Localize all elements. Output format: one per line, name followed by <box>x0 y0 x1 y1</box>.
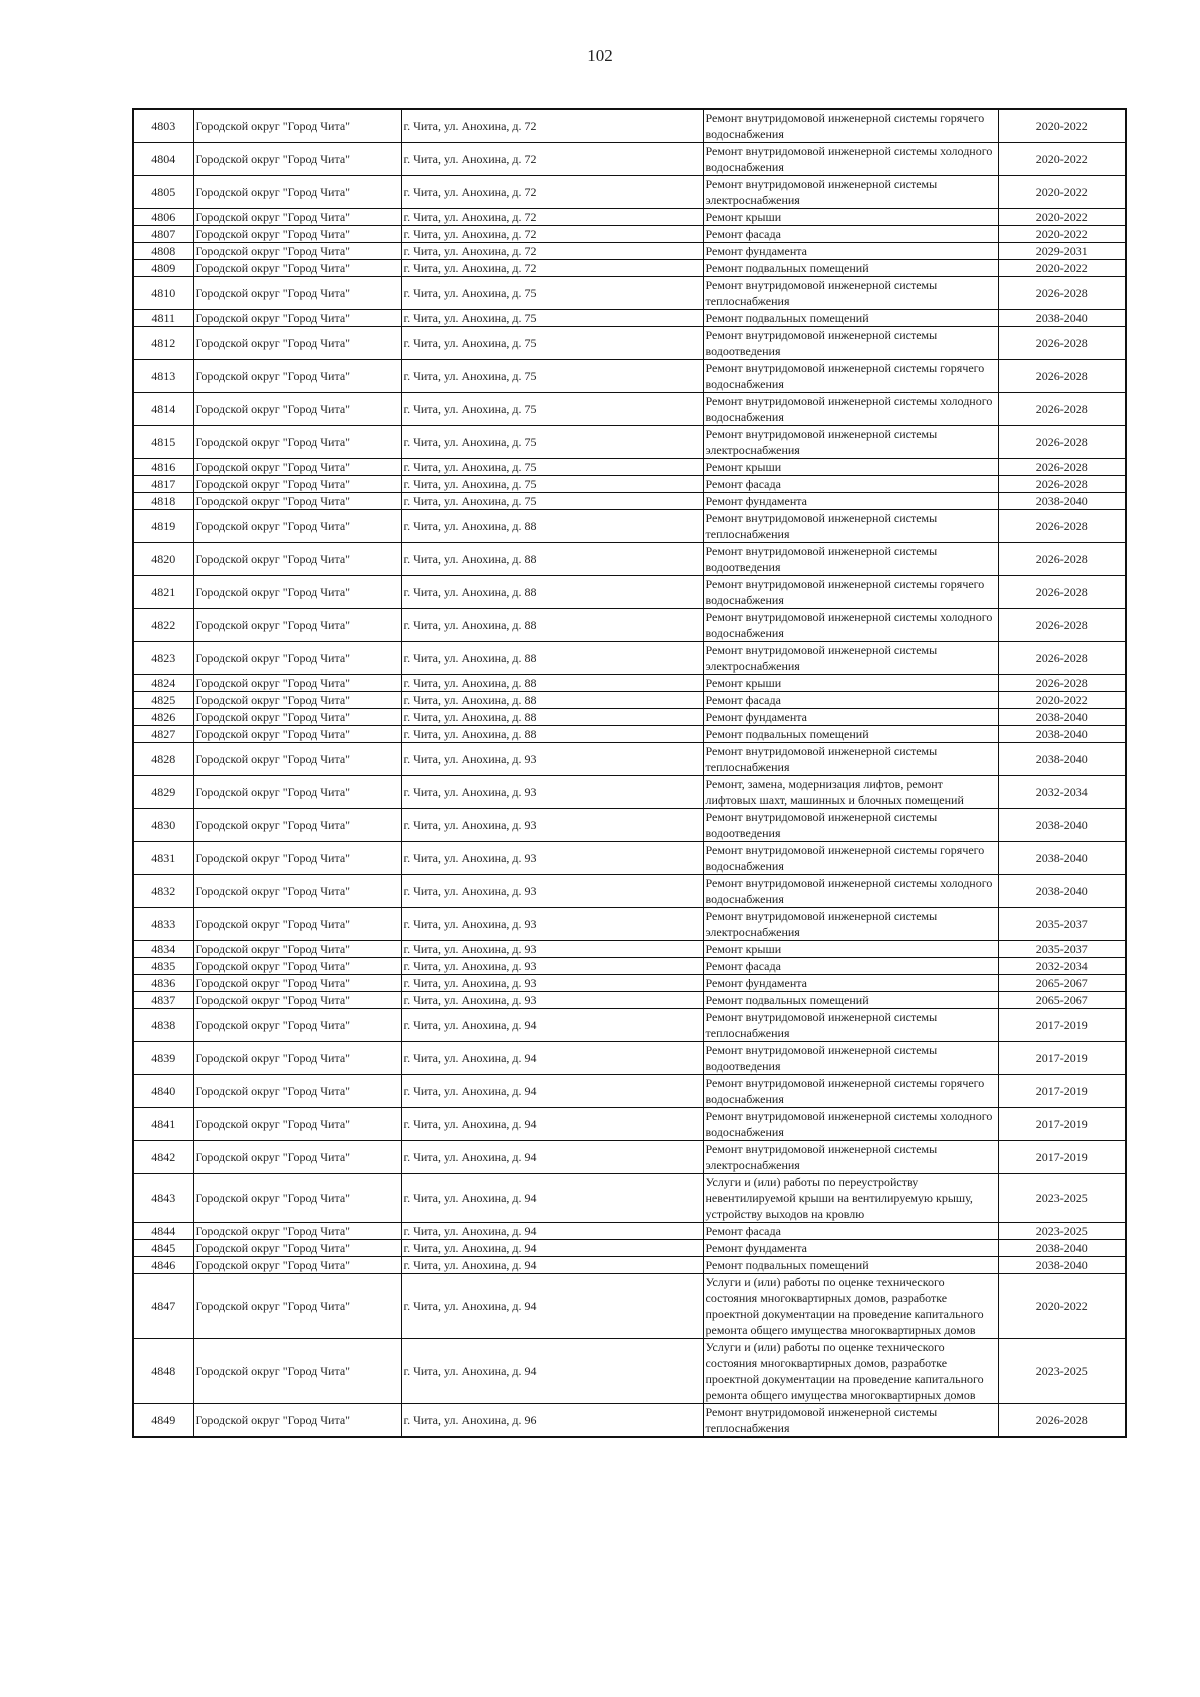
work-type-cell: Ремонт подвальных помещений <box>703 726 998 743</box>
period-cell: 2020-2022 <box>998 1274 1126 1339</box>
municipality-cell: Городской округ "Город Чита" <box>193 1009 401 1042</box>
municipality-cell: Городской округ "Город Чита" <box>193 576 401 609</box>
address-cell: г. Чита, ул. Анохина, д. 75 <box>401 476 703 493</box>
table-row <box>133 226 1126 243</box>
row-number-cell: 4807 <box>133 226 193 243</box>
period-cell: 2026-2028 <box>998 675 1126 692</box>
row-number-cell: 4809 <box>133 260 193 277</box>
row-number-cell: 4823 <box>133 642 193 675</box>
period-cell: 2020-2022 <box>998 692 1126 709</box>
municipality-cell: Городской округ "Город Чита" <box>193 1174 401 1223</box>
work-type-cell: Ремонт фасада <box>703 1223 998 1240</box>
work-type-cell: Ремонт подвальных помещений <box>703 310 998 327</box>
municipality-cell: Городской округ "Город Чита" <box>193 1240 401 1257</box>
address-cell: г. Чита, ул. Анохина, д. 75 <box>401 493 703 510</box>
municipality-cell: Городской округ "Город Чита" <box>193 426 401 459</box>
municipality-cell: Городской округ "Город Чита" <box>193 1257 401 1274</box>
table-body <box>133 109 1126 1437</box>
address-cell: г. Чита, ул. Анохина, д. 72 <box>401 226 703 243</box>
row-number-cell: 4824 <box>133 675 193 692</box>
address-cell: г. Чита, ул. Анохина, д. 88 <box>401 510 703 543</box>
work-type-cell: Ремонт фасада <box>703 226 998 243</box>
period-cell: 2020-2022 <box>998 109 1126 143</box>
work-type-cell: Ремонт внутридомовой инженерной системы теплоснабжения <box>703 510 998 543</box>
work-type-cell: Ремонт внутридомовой инженерной системы горячего водоснабжения <box>703 1075 998 1108</box>
row-number-cell: 4811 <box>133 310 193 327</box>
work-type-cell: Ремонт фундамента <box>703 493 998 510</box>
municipality-cell: Городской округ "Город Чита" <box>193 809 401 842</box>
row-number-cell: 4839 <box>133 1042 193 1075</box>
address-cell: г. Чита, ул. Анохина, д. 94 <box>401 1274 703 1339</box>
work-type-cell: Ремонт внутридомовой инженерной системы горячего водоснабжения <box>703 360 998 393</box>
row-number-cell: 4830 <box>133 809 193 842</box>
address-cell: г. Чита, ул. Анохина, д. 88 <box>401 675 703 692</box>
period-cell: 2032-2034 <box>998 958 1126 975</box>
table-row <box>133 360 1126 393</box>
address-cell: г. Чита, ул. Анохина, д. 88 <box>401 692 703 709</box>
row-number-cell: 4849 <box>133 1404 193 1438</box>
address-cell: г. Чита, ул. Анохина, д. 93 <box>401 875 703 908</box>
address-cell: г. Чита, ул. Анохина, д. 96 <box>401 1404 703 1438</box>
row-number-cell: 4815 <box>133 426 193 459</box>
table-row <box>133 609 1126 642</box>
period-cell: 2032-2034 <box>998 776 1126 809</box>
municipality-cell: Городской округ "Город Чита" <box>193 476 401 493</box>
table-row <box>133 875 1126 908</box>
work-type-cell: Ремонт внутридомовой инженерной системы горячего водоснабжения <box>703 109 998 143</box>
row-number-cell: 4841 <box>133 1108 193 1141</box>
period-cell: 2026-2028 <box>998 576 1126 609</box>
period-cell: 2026-2028 <box>998 476 1126 493</box>
work-type-cell: Ремонт подвальных помещений <box>703 992 998 1009</box>
row-number-cell: 4835 <box>133 958 193 975</box>
municipality-cell: Городской округ "Город Чита" <box>193 143 401 176</box>
work-type-cell: Ремонт внутридомовой инженерной системы теплоснабжения <box>703 1404 998 1438</box>
period-cell: 2065-2067 <box>998 975 1126 992</box>
municipality-cell: Городской округ "Город Чита" <box>193 875 401 908</box>
address-cell: г. Чита, ул. Анохина, д. 75 <box>401 459 703 476</box>
period-cell: 2020-2022 <box>998 176 1126 209</box>
address-cell: г. Чита, ул. Анохина, д. 93 <box>401 809 703 842</box>
municipality-cell: Городской округ "Город Чита" <box>193 109 401 143</box>
period-cell: 2026-2028 <box>998 393 1126 426</box>
work-type-cell: Ремонт внутридомовой инженерной системы горячего водоснабжения <box>703 842 998 875</box>
municipality-cell: Городской округ "Город Чита" <box>193 360 401 393</box>
work-type-cell: Ремонт внутридомовой инженерной системы электроснабжения <box>703 426 998 459</box>
table-row <box>133 476 1126 493</box>
address-cell: г. Чита, ул. Анохина, д. 75 <box>401 426 703 459</box>
municipality-cell: Городской округ "Город Чита" <box>193 543 401 576</box>
table-row <box>133 426 1126 459</box>
table-row <box>133 1339 1126 1404</box>
row-number-cell: 4842 <box>133 1141 193 1174</box>
table-row <box>133 1404 1126 1438</box>
table-row <box>133 1274 1126 1339</box>
table-row <box>133 809 1126 842</box>
period-cell: 2023-2025 <box>998 1223 1126 1240</box>
period-cell: 2038-2040 <box>998 809 1126 842</box>
table-row <box>133 1141 1126 1174</box>
table-row <box>133 143 1126 176</box>
row-number-cell: 4826 <box>133 709 193 726</box>
work-type-cell: Ремонт внутридомовой инженерной системы теплоснабжения <box>703 277 998 310</box>
municipality-cell: Городской округ "Город Чита" <box>193 1042 401 1075</box>
municipality-cell: Городской округ "Город Чита" <box>193 675 401 692</box>
address-cell: г. Чита, ул. Анохина, д. 72 <box>401 209 703 226</box>
row-number-cell: 4838 <box>133 1009 193 1042</box>
municipality-cell: Городской округ "Город Чита" <box>193 642 401 675</box>
period-cell: 2026-2028 <box>998 426 1126 459</box>
table-row <box>133 726 1126 743</box>
table-row <box>133 642 1126 675</box>
work-type-cell: Ремонт внутридомовой инженерной системы электроснабжения <box>703 642 998 675</box>
row-number-cell: 4818 <box>133 493 193 510</box>
table-row <box>133 1075 1126 1108</box>
period-cell: 2026-2028 <box>998 1404 1126 1438</box>
address-cell: г. Чита, ул. Анохина, д. 94 <box>401 1141 703 1174</box>
row-number-cell: 4804 <box>133 143 193 176</box>
row-number-cell: 4832 <box>133 875 193 908</box>
address-cell: г. Чита, ул. Анохина, д. 94 <box>401 1223 703 1240</box>
table-row <box>133 1042 1126 1075</box>
row-number-cell: 4806 <box>133 209 193 226</box>
page-number: 102 <box>587 46 613 65</box>
row-number-cell: 4820 <box>133 543 193 576</box>
row-number-cell: 4810 <box>133 277 193 310</box>
municipality-cell: Городской округ "Город Чита" <box>193 310 401 327</box>
row-number-cell: 4831 <box>133 842 193 875</box>
table-row <box>133 908 1126 941</box>
table-row <box>133 842 1126 875</box>
period-cell: 2035-2037 <box>998 941 1126 958</box>
work-type-cell: Ремонт внутридомовой инженерной системы холодного водоснабжения <box>703 143 998 176</box>
municipality-cell: Городской округ "Город Чита" <box>193 692 401 709</box>
row-number-cell: 4844 <box>133 1223 193 1240</box>
work-type-cell: Ремонт фасада <box>703 476 998 493</box>
repair-schedule-table <box>132 108 1127 1438</box>
table-row <box>133 493 1126 510</box>
period-cell: 2026-2028 <box>998 327 1126 360</box>
address-cell: г. Чита, ул. Анохина, д. 88 <box>401 726 703 743</box>
period-cell: 2038-2040 <box>998 743 1126 776</box>
address-cell: г. Чита, ул. Анохина, д. 75 <box>401 393 703 426</box>
table-row <box>133 393 1126 426</box>
work-type-cell: Ремонт внутридомовой инженерной системы холодного водоснабжения <box>703 393 998 426</box>
period-cell: 2026-2028 <box>998 459 1126 476</box>
table-row <box>133 1108 1126 1141</box>
row-number-cell: 4829 <box>133 776 193 809</box>
table-row <box>133 941 1126 958</box>
work-type-cell: Ремонт фундамента <box>703 1240 998 1257</box>
row-number-cell: 4828 <box>133 743 193 776</box>
table-row <box>133 176 1126 209</box>
period-cell: 2020-2022 <box>998 226 1126 243</box>
row-number-cell: 4840 <box>133 1075 193 1108</box>
table-row <box>133 692 1126 709</box>
table-row <box>133 1257 1126 1274</box>
work-type-cell: Ремонт крыши <box>703 209 998 226</box>
row-number-cell: 4836 <box>133 975 193 992</box>
municipality-cell: Городской округ "Город Чита" <box>193 743 401 776</box>
work-type-cell: Ремонт внутридомовой инженерной системы водоотведения <box>703 809 998 842</box>
work-type-cell: Ремонт внутридомовой инженерной системы холодного водоснабжения <box>703 875 998 908</box>
table-row <box>133 1240 1126 1257</box>
work-type-cell: Ремонт внутридомовой инженерной системы электроснабжения <box>703 908 998 941</box>
period-cell: 2017-2019 <box>998 1042 1126 1075</box>
work-type-cell: Ремонт крыши <box>703 675 998 692</box>
work-type-cell: Ремонт внутридомовой инженерной системы теплоснабжения <box>703 1009 998 1042</box>
work-type-cell: Ремонт фундамента <box>703 975 998 992</box>
address-cell: г. Чита, ул. Анохина, д. 93 <box>401 992 703 1009</box>
period-cell: 2035-2037 <box>998 908 1126 941</box>
work-type-cell: Услуги и (или) работы по оценке технического состояния многоквартирных домов, разработке проектной документации на проведение капитального ремонта общего имущества многоквартирных домов <box>703 1339 998 1404</box>
table-row <box>133 743 1126 776</box>
work-type-cell: Ремонт, замена, модернизация лифтов, ремонт лифтовых шахт, машинных и блочных помещений <box>703 776 998 809</box>
row-number-cell: 4827 <box>133 726 193 743</box>
row-number-cell: 4805 <box>133 176 193 209</box>
period-cell: 2017-2019 <box>998 1009 1126 1042</box>
work-type-cell: Услуги и (или) работы по переустройству невентилируемой крыши на вентилируемую крышу, устройству выходов на кровлю <box>703 1174 998 1223</box>
period-cell: 2038-2040 <box>998 1257 1126 1274</box>
address-cell: г. Чита, ул. Анохина, д. 93 <box>401 958 703 975</box>
municipality-cell: Городской округ "Город Чита" <box>193 975 401 992</box>
address-cell: г. Чита, ул. Анохина, д. 93 <box>401 908 703 941</box>
municipality-cell: Городской округ "Город Чита" <box>193 393 401 426</box>
work-type-cell: Ремонт крыши <box>703 459 998 476</box>
row-number-cell: 4848 <box>133 1339 193 1404</box>
work-type-cell: Ремонт внутридомовой инженерной системы водоотведения <box>703 543 998 576</box>
period-cell: 2038-2040 <box>998 493 1126 510</box>
row-number-cell: 4813 <box>133 360 193 393</box>
row-number-cell: 4843 <box>133 1174 193 1223</box>
table-row <box>133 209 1126 226</box>
table-row <box>133 310 1126 327</box>
municipality-cell: Городской округ "Город Чита" <box>193 459 401 476</box>
municipality-cell: Городской округ "Город Чита" <box>193 992 401 1009</box>
period-cell: 2038-2040 <box>998 709 1126 726</box>
address-cell: г. Чита, ул. Анохина, д. 94 <box>401 1075 703 1108</box>
period-cell: 2026-2028 <box>998 642 1126 675</box>
row-number-cell: 4821 <box>133 576 193 609</box>
municipality-cell: Городской округ "Город Чита" <box>193 327 401 360</box>
address-cell: г. Чита, ул. Анохина, д. 93 <box>401 842 703 875</box>
address-cell: г. Чита, ул. Анохина, д. 94 <box>401 1339 703 1404</box>
address-cell: г. Чита, ул. Анохина, д. 75 <box>401 360 703 393</box>
period-cell: 2065-2067 <box>998 992 1126 1009</box>
period-cell: 2020-2022 <box>998 260 1126 277</box>
municipality-cell: Городской округ "Город Чита" <box>193 1274 401 1339</box>
table-row <box>133 576 1126 609</box>
address-cell: г. Чита, ул. Анохина, д. 94 <box>401 1108 703 1141</box>
work-type-cell: Ремонт внутридомовой инженерной системы горячего водоснабжения <box>703 576 998 609</box>
work-type-cell: Ремонт внутридомовой инженерной системы теплоснабжения <box>703 743 998 776</box>
work-type-cell: Ремонт фасада <box>703 692 998 709</box>
municipality-cell: Городской округ "Город Чита" <box>193 776 401 809</box>
work-type-cell: Ремонт внутридомовой инженерной системы холодного водоснабжения <box>703 609 998 642</box>
address-cell: г. Чита, ул. Анохина, д. 94 <box>401 1174 703 1223</box>
row-number-cell: 4822 <box>133 609 193 642</box>
period-cell: 2026-2028 <box>998 510 1126 543</box>
period-cell: 2038-2040 <box>998 875 1126 908</box>
work-type-cell: Ремонт внутридомовой инженерной системы водоотведения <box>703 1042 998 1075</box>
municipality-cell: Городской округ "Город Чита" <box>193 209 401 226</box>
address-cell: г. Чита, ул. Анохина, д. 75 <box>401 310 703 327</box>
municipality-cell: Городской округ "Город Чита" <box>193 941 401 958</box>
address-cell: г. Чита, ул. Анохина, д. 72 <box>401 176 703 209</box>
work-type-cell: Ремонт внутридомовой инженерной системы холодного водоснабжения <box>703 1108 998 1141</box>
municipality-cell: Городской округ "Город Чита" <box>193 1141 401 1174</box>
period-cell: 2029-2031 <box>998 243 1126 260</box>
period-cell: 2038-2040 <box>998 842 1126 875</box>
row-number-cell: 4837 <box>133 992 193 1009</box>
period-cell: 2038-2040 <box>998 310 1126 327</box>
municipality-cell: Городской округ "Город Чита" <box>193 709 401 726</box>
period-cell: 2017-2019 <box>998 1108 1126 1141</box>
table-row <box>133 958 1126 975</box>
work-type-cell: Ремонт фасада <box>703 958 998 975</box>
address-cell: г. Чита, ул. Анохина, д. 94 <box>401 1240 703 1257</box>
row-number-cell: 4845 <box>133 1240 193 1257</box>
period-cell: 2026-2028 <box>998 609 1126 642</box>
table-row <box>133 675 1126 692</box>
period-cell: 2023-2025 <box>998 1174 1126 1223</box>
municipality-cell: Городской округ "Город Чита" <box>193 176 401 209</box>
work-type-cell: Ремонт фундамента <box>703 709 998 726</box>
table-row <box>133 1009 1126 1042</box>
address-cell: г. Чита, ул. Анохина, д. 88 <box>401 642 703 675</box>
municipality-cell: Городской округ "Город Чита" <box>193 958 401 975</box>
table-row <box>133 1223 1126 1240</box>
address-cell: г. Чита, ул. Анохина, д. 75 <box>401 327 703 360</box>
work-type-cell: Ремонт внутридомовой инженерной системы водоотведения <box>703 327 998 360</box>
municipality-cell: Городской округ "Город Чита" <box>193 1223 401 1240</box>
row-number-cell: 4819 <box>133 510 193 543</box>
table-row <box>133 510 1126 543</box>
row-number-cell: 4812 <box>133 327 193 360</box>
municipality-cell: Городской округ "Город Чита" <box>193 1404 401 1438</box>
address-cell: г. Чита, ул. Анохина, д. 88 <box>401 543 703 576</box>
row-number-cell: 4833 <box>133 908 193 941</box>
municipality-cell: Городской округ "Город Чита" <box>193 726 401 743</box>
address-cell: г. Чита, ул. Анохина, д. 93 <box>401 975 703 992</box>
work-type-cell: Ремонт фундамента <box>703 243 998 260</box>
period-cell: 2020-2022 <box>998 143 1126 176</box>
table-row <box>133 243 1126 260</box>
address-cell: г. Чита, ул. Анохина, д. 94 <box>401 1042 703 1075</box>
work-type-cell: Ремонт подвальных помещений <box>703 260 998 277</box>
table-row <box>133 109 1126 143</box>
work-type-cell: Ремонт внутридомовой инженерной системы электроснабжения <box>703 1141 998 1174</box>
municipality-cell: Городской округ "Город Чита" <box>193 226 401 243</box>
address-cell: г. Чита, ул. Анохина, д. 94 <box>401 1009 703 1042</box>
address-cell: г. Чита, ул. Анохина, д. 72 <box>401 260 703 277</box>
address-cell: г. Чита, ул. Анохина, д. 75 <box>401 277 703 310</box>
municipality-cell: Городской округ "Город Чита" <box>193 243 401 260</box>
address-cell: г. Чита, ул. Анохина, д. 93 <box>401 776 703 809</box>
row-number-cell: 4825 <box>133 692 193 709</box>
address-cell: г. Чита, ул. Анохина, д. 94 <box>401 1257 703 1274</box>
table-row <box>133 543 1126 576</box>
period-cell: 2026-2028 <box>998 543 1126 576</box>
table-row <box>133 260 1126 277</box>
period-cell: 2026-2028 <box>998 277 1126 310</box>
row-number-cell: 4814 <box>133 393 193 426</box>
municipality-cell: Городской округ "Город Чита" <box>193 1075 401 1108</box>
period-cell: 2038-2040 <box>998 726 1126 743</box>
table-row <box>133 776 1126 809</box>
municipality-cell: Городской округ "Город Чита" <box>193 1339 401 1404</box>
work-type-cell: Услуги и (или) работы по оценке технического состояния многоквартирных домов, разработке проектной документации на проведение капитального ремонта общего имущества многоквартирных домов <box>703 1274 998 1339</box>
row-number-cell: 4817 <box>133 476 193 493</box>
work-type-cell: Ремонт подвальных помещений <box>703 1257 998 1274</box>
row-number-cell: 4803 <box>133 109 193 143</box>
address-cell: г. Чита, ул. Анохина, д. 72 <box>401 109 703 143</box>
municipality-cell: Городской округ "Город Чита" <box>193 493 401 510</box>
work-type-cell: Ремонт крыши <box>703 941 998 958</box>
municipality-cell: Городской округ "Город Чита" <box>193 277 401 310</box>
period-cell: 2017-2019 <box>998 1075 1126 1108</box>
municipality-cell: Городской округ "Город Чита" <box>193 842 401 875</box>
row-number-cell: 4808 <box>133 243 193 260</box>
period-cell: 2026-2028 <box>998 360 1126 393</box>
table-row <box>133 709 1126 726</box>
address-cell: г. Чита, ул. Анохина, д. 88 <box>401 709 703 726</box>
row-number-cell: 4847 <box>133 1274 193 1339</box>
period-cell: 2023-2025 <box>998 1339 1126 1404</box>
row-number-cell: 4816 <box>133 459 193 476</box>
table-row <box>133 459 1126 476</box>
address-cell: г. Чита, ул. Анохина, д. 88 <box>401 576 703 609</box>
table-row <box>133 992 1126 1009</box>
address-cell: г. Чита, ул. Анохина, д. 93 <box>401 743 703 776</box>
row-number-cell: 4834 <box>133 941 193 958</box>
table-row <box>133 277 1126 310</box>
municipality-cell: Городской округ "Город Чита" <box>193 260 401 277</box>
address-cell: г. Чита, ул. Анохина, д. 72 <box>401 243 703 260</box>
period-cell: 2017-2019 <box>998 1141 1126 1174</box>
address-cell: г. Чита, ул. Анохина, д. 72 <box>401 143 703 176</box>
address-cell: г. Чита, ул. Анохина, д. 88 <box>401 609 703 642</box>
period-cell: 2020-2022 <box>998 209 1126 226</box>
municipality-cell: Городской округ "Город Чита" <box>193 1108 401 1141</box>
table-row <box>133 975 1126 992</box>
work-type-cell: Ремонт внутридомовой инженерной системы электроснабжения <box>703 176 998 209</box>
municipality-cell: Городской округ "Город Чита" <box>193 609 401 642</box>
table-row <box>133 327 1126 360</box>
row-number-cell: 4846 <box>133 1257 193 1274</box>
municipality-cell: Городской округ "Город Чита" <box>193 510 401 543</box>
table-row <box>133 1174 1126 1223</box>
address-cell: г. Чита, ул. Анохина, д. 93 <box>401 941 703 958</box>
period-cell: 2038-2040 <box>998 1240 1126 1257</box>
municipality-cell: Городской округ "Город Чита" <box>193 908 401 941</box>
